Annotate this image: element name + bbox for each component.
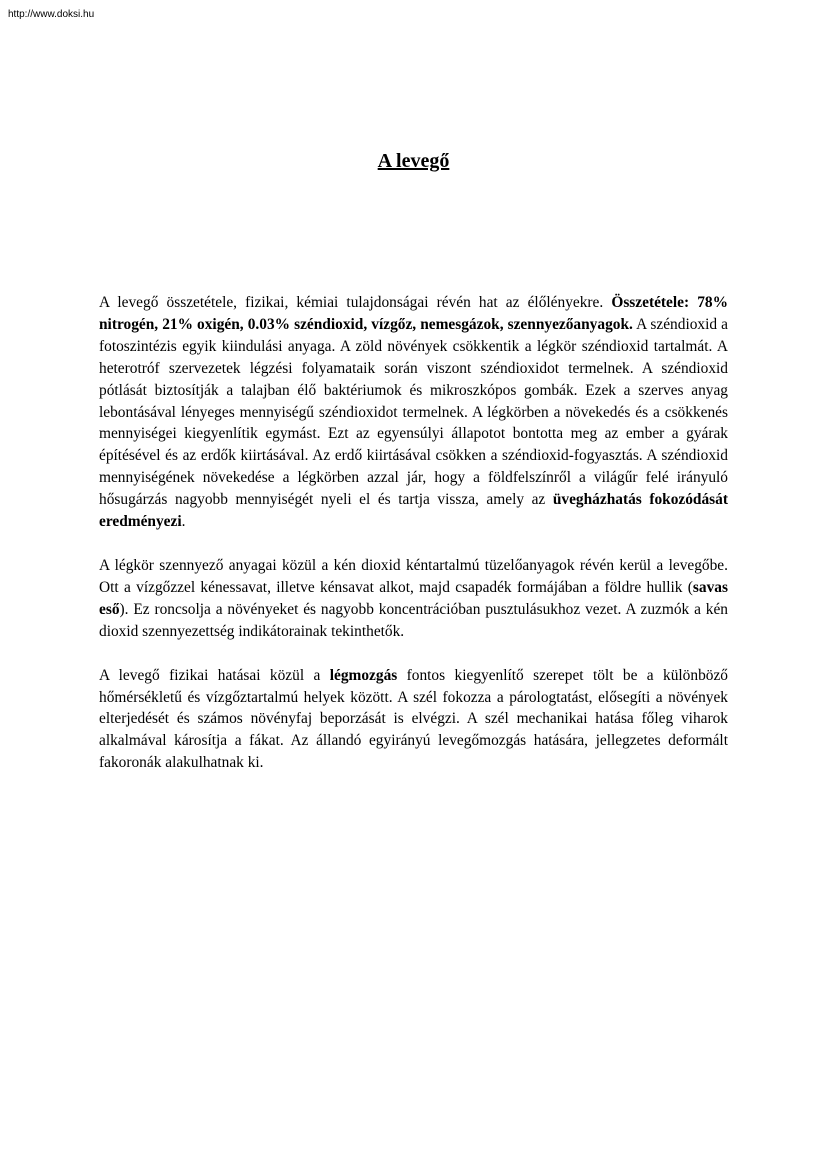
paragraph-text: fontos kiegyenlítő szerepet tölt be a különböző hőmérsékletű és vízgőztartalmú helyek között. A szél fokozza a párologtatást, elősegíti a növények elterjedését és számos növényfaj beporzását is elvégzi. A szél mechanikai hatása főleg viharok alkalmával károsítja a fákat. Az állandó egyirányú levegőmozgás hatására, jellegzetes deformált fakoronák alakulhatnak ki. <box>99 666 728 772</box>
paragraph-text: A légkör szennyező anyagai közül a kén dioxid kéntartalmú tüzelőanyagok révén kerül a levegőbe. Ott a vízgőzzel kénessavat, illetve kénsavat alkot, majd csapadék formájában a földre hullik ( <box>99 556 728 596</box>
bold-text: Összetétele: 78% nitrogén, 21% oxigén, 0.03% széndioxid, vízgőz, nemesgázok, szennyezőanyagok. <box>99 294 728 333</box>
paragraph-text: A széndioxid a fotoszintézis egyik kiindulási anyaga. A zöld növények csökkentik a légkör széndioxid tartalmát. A heterotróf szervezetek légzési folyamataik során viszont széndioxidot termelnek. A széndioxid pótlását biztosítják a talajban élő baktériumok és mikroszkópos gombák. Ezek a szerves anyag lebontásával lényeges mennyiségű széndioxidot termelnek. A légkörben a növekedés és a csökkenés mennyiségei kiegyenlítik egymást. Ezt az egyensúlyi állapotot bontotta meg az ember a gyárak építésével és az erdők kiirtásával. Az erdő kiirtásával csökken a széndioxid-fogyasztás. A széndioxid mennyiségének növekedése a légkörben azzal jár, hogy a földfelszínről a világűr felé irányuló hősugárzás nagyobb mennyiségét nyeli el és tartja vissza, amely az <box>99 315 728 509</box>
bold-text: légmozgás <box>329 666 398 684</box>
bold-text: savas eső <box>99 578 728 618</box>
paragraph <box>99 292 728 533</box>
document-body <box>99 292 728 796</box>
paragraph-text: A levegő összetétele, fizikai, kémiai tulajdonságai révén hat az élőlényekre. <box>99 294 612 311</box>
source-url[interactable]: http://www.doksi.hu <box>8 9 95 20</box>
paragraph <box>99 555 728 643</box>
paragraph-text: ). Ez roncsolja a növényeket és nagyobb koncentrációban pusztulásukhoz vezet. A zuzmók a kén dioxid szennyezettség indikátorainak tekinthetők. <box>99 600 728 640</box>
bold-text: üvegházhatás fokozódását eredményezi <box>99 491 728 531</box>
paragraph <box>99 665 728 775</box>
paragraph-text: A levegő fizikai hatásai közül a <box>99 666 330 684</box>
paragraph-text: . <box>181 513 186 531</box>
page-title: A levegő <box>377 150 450 172</box>
